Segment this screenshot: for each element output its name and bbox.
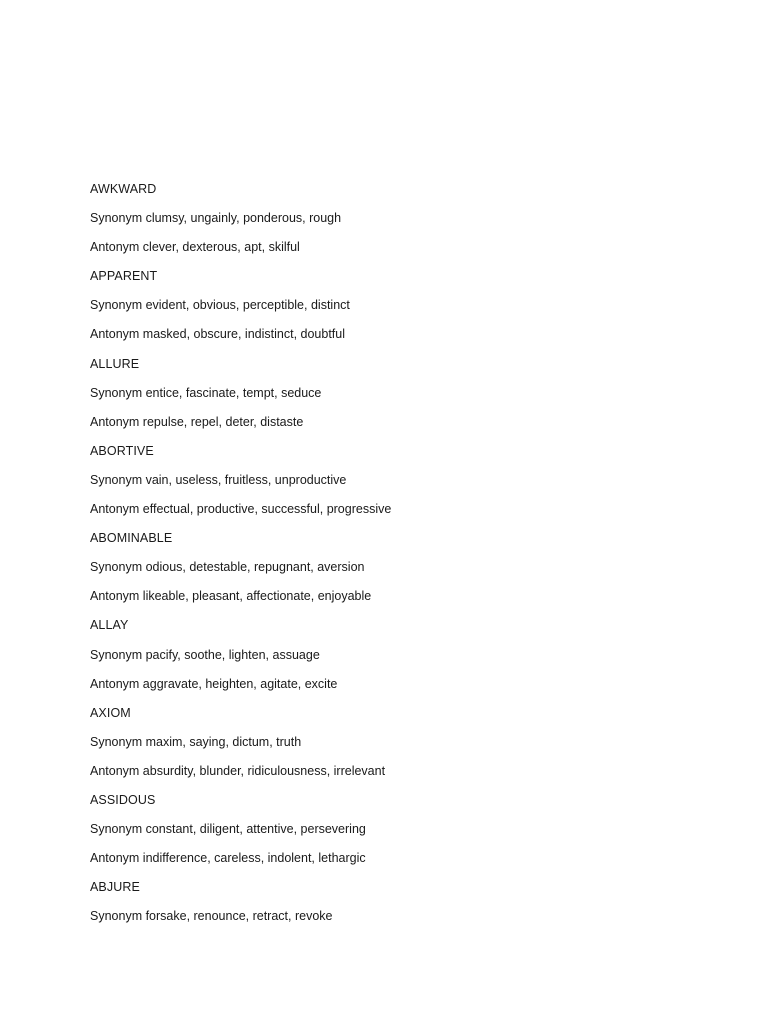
entry-antonyms: Antonym absurdity, blunder, ridiculousness, irrelevant [90,763,386,778]
entry-synonyms: Synonym constant, diligent, attentive, persevering [90,822,366,837]
entry-synonyms: Synonym vain, useless, fruitless, unproductive [90,472,347,487]
entry-synonyms: Synonym forsake, renounce, retract, revoke [90,909,333,924]
entry-word: ABORTIVE [90,443,154,458]
entry-word: ABOMINABLE [90,531,173,546]
entry-word: ALLURE [90,356,140,371]
entry-antonyms: Antonym masked, obscure, indistinct, doubtful [90,327,345,342]
entry-word: ABJURE [90,880,140,895]
entry-synonyms: Synonym clumsy, ungainly, ponderous, rough [90,211,342,226]
entry-antonyms: Antonym repulse, repel, deter, distaste [90,414,304,429]
entry-synonyms: Synonym evident, obvious, perceptible, distinct [90,298,350,313]
entry-antonyms: Antonym effectual, productive, successful, progressive [90,502,392,517]
entry-antonyms: Antonym likeable, pleasant, affectionate, enjoyable [90,589,372,604]
entry-antonyms: Antonym clever, dexterous, apt, skilful [90,240,300,255]
entry-synonyms: Synonym pacify, soothe, lighten, assuage [90,647,320,662]
entry-word: AXIOM [90,705,131,720]
entry-word: APPARENT [90,269,158,284]
entry-synonyms: Synonym entice, fascinate, tempt, seduce [90,385,322,400]
entry-synonyms: Synonym odious, detestable, repugnant, aversion [90,560,365,575]
vocabulary-list [90,180,730,936]
entry-antonyms: Antonym aggravate, heighten, agitate, excite [90,676,338,691]
entry-word: ALLAY [90,618,129,633]
entry-word: ASSIDOUS [90,792,156,807]
entry-word: AWKWARD [90,182,157,196]
entry-synonyms: Synonym maxim, saying, dictum, truth [90,734,302,749]
entry-antonyms: Antonym indifference, careless, indolent, lethargic [90,851,366,866]
